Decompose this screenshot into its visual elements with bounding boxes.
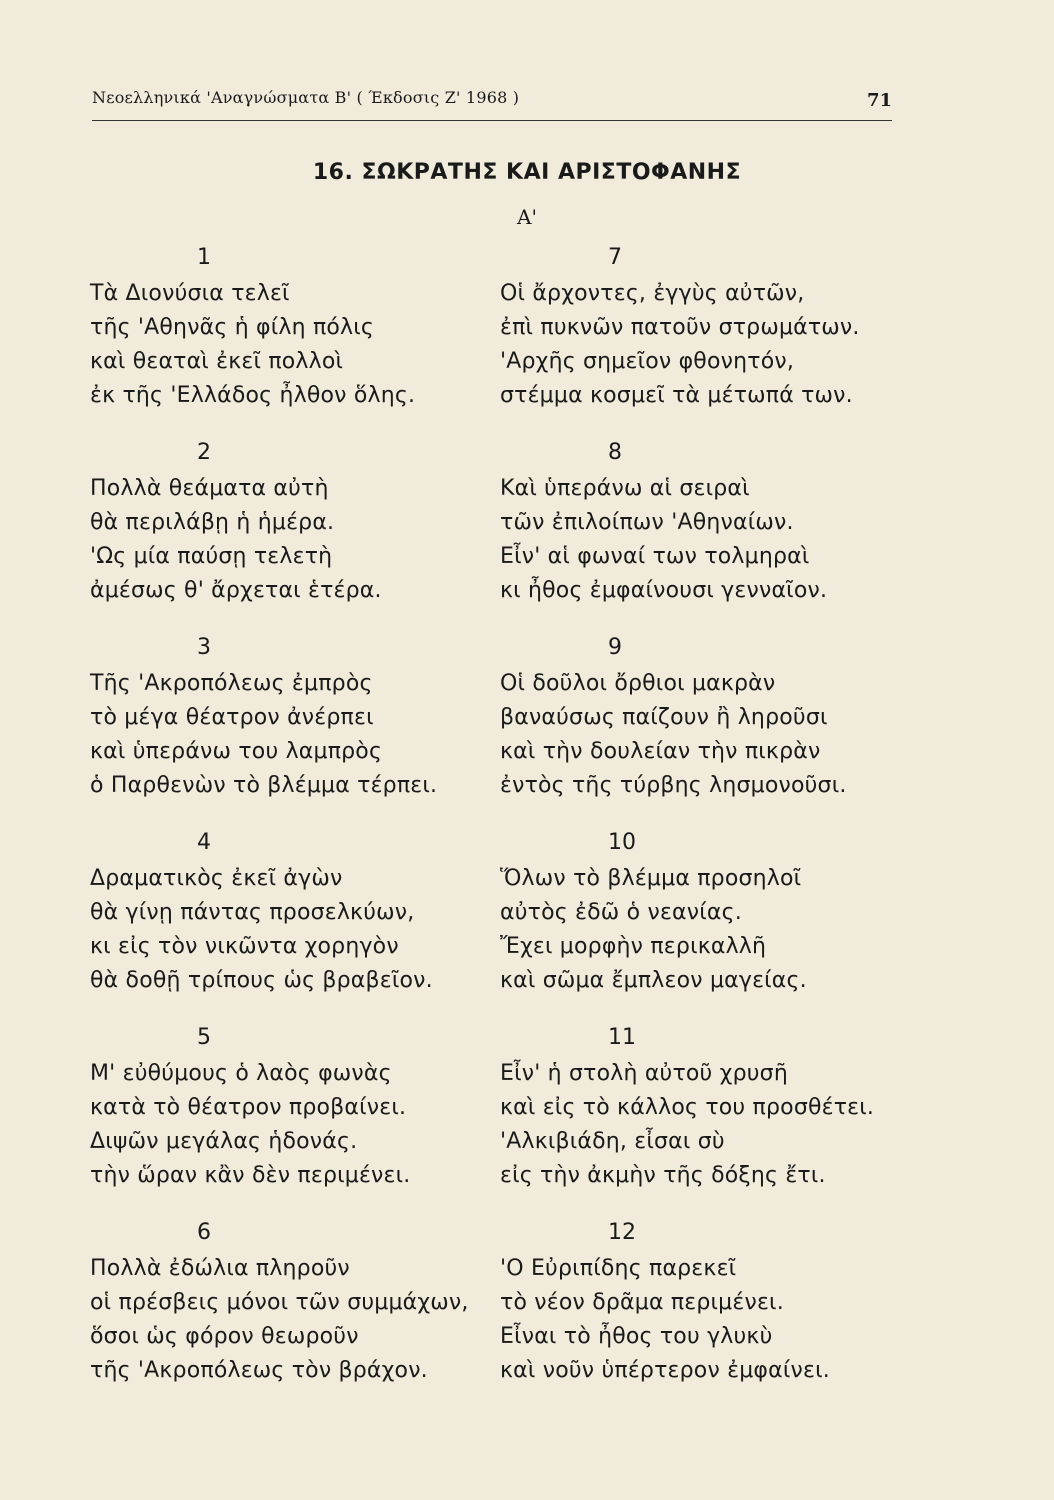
verse-line: κι ἦθος ἐμφαίνουσι γενναῖον. (500, 578, 828, 603)
verse-line: καὶ ὑπεράνω του λαμπρὸς (90, 739, 383, 764)
verse-line: θὰ δοθῇ τρίπους ὡς βραβεῖον. (90, 968, 433, 993)
verse-line: τῆς 'Αθηνᾶς ἡ φίλη πόλις (90, 315, 375, 340)
left-column (70, 243, 470, 1413)
verse-line: καὶ νοῦν ὑπέρτερον ἐμφαίνει. (500, 1358, 830, 1383)
verse-line: ὅσοι ὡς φόρον θεωροῦν (90, 1324, 359, 1349)
stanza (488, 828, 888, 1023)
stanza (488, 1218, 888, 1413)
stanza-number: 4 (197, 830, 211, 855)
verse-line: ὁ Παρθενὼν τὸ βλέμμα τέρπει. (90, 773, 438, 798)
verse-line: τὸ μέγα θέατρον ἀνέρπει (90, 705, 374, 730)
verse-line: κι εἰς τὸν νικῶντα χορηγὸν (90, 934, 399, 959)
stanza-number: 5 (197, 1025, 211, 1050)
verse-line: Οἱ ἄρχοντες, ἐγγὺς αὐτῶν, (500, 281, 805, 306)
verse-line: Τῆς 'Ακροπόλεως ἐμπρὸς (90, 671, 373, 696)
verse-line: 'Αρχῆς σημεῖον φθονητόν, (500, 349, 795, 374)
stanza-number: 3 (197, 635, 211, 660)
stanza-number: 9 (608, 635, 622, 660)
verse-line: κατὰ τὸ θέατρον προβαίνει. (90, 1095, 407, 1120)
verse-line: τὸ νέον δρᾶμα περιμένει. (500, 1290, 784, 1315)
running-title: Νεοελληνικά 'Αναγνώσματα Β' ( Έκδοσις Ζ' 1968 ) (92, 88, 520, 107)
verse-line: αὐτὸς ἐδῶ ὁ νεανίας. (500, 900, 742, 925)
verse-line: Μ' εὐθύμους ὁ λαὸς φωνὰς (90, 1061, 392, 1086)
verse-line: βαναύσως παίζουν ἢ ληροῦσι (500, 705, 828, 730)
verse-line: Εἶναι τὸ ἦθος του γλυκὺ (500, 1324, 773, 1349)
stanza (70, 828, 470, 1023)
verse-line: καὶ σῶμα ἔμπλεον μαγείας. (500, 968, 807, 993)
verse-line: 'Αλκιβιάδη, εἶσαι σὺ (500, 1129, 725, 1154)
verse-line: Ὅλων τὸ βλέμμα προσηλοῖ (500, 866, 802, 891)
stanza (70, 633, 470, 828)
verse-line: θὰ γίνῃ πάντας προσελκύων, (90, 900, 415, 925)
stanza-number: 1 (197, 245, 211, 270)
verse-line: Διψῶν μεγάλας ἡδονάς. (90, 1129, 358, 1154)
stanza-number: 7 (608, 245, 622, 270)
verse-line: 'Ο Εὐριπίδης παρεκεῖ (500, 1256, 737, 1281)
verse-line: καὶ θεαταὶ ἐκεῖ πολλοὶ (90, 349, 344, 374)
page-number: 71 (866, 90, 892, 111)
stanza (70, 438, 470, 633)
stanza-number: 10 (608, 830, 636, 855)
stanza (488, 438, 888, 633)
stanza (488, 633, 888, 828)
stanza-number: 12 (608, 1220, 636, 1245)
stanza-number: 11 (608, 1025, 636, 1050)
verse-line: εἰς τὴν ἀκμὴν τῆς δόξης ἔτι. (500, 1163, 826, 1188)
verse-line: ἐκ τῆς 'Ελλάδος ἦλθον ὅλης. (90, 383, 416, 408)
verse-line: Εἶν' ἡ στολὴ αὐτοῦ χρυσῆ (500, 1061, 788, 1086)
verse-line: ἐπὶ πυκνῶν πατοῦν στρωμάτων. (500, 315, 860, 340)
stanza (70, 243, 470, 438)
stanza-number: 8 (608, 440, 622, 465)
verse-line: ἐντὸς τῆς τύρβης λησμονοῦσι. (500, 773, 847, 798)
stanza (488, 243, 888, 438)
part-mark: Α' (517, 205, 537, 229)
verse-line: Οἱ δοῦλοι ὄρθιοι μακρὰν (500, 671, 776, 696)
stanza-number: 6 (197, 1220, 211, 1245)
stanza (70, 1218, 470, 1413)
verse-line: στέμμα κοσμεῖ τὰ μέτωπά των. (500, 383, 853, 408)
verse-line: Ἔχει μορφὴν περικαλλῆ (500, 934, 767, 959)
stanza-number: 2 (197, 440, 211, 465)
verse-line: Πολλὰ θεάματα αὐτὴ (90, 476, 329, 501)
verse-line: καὶ τὴν δουλείαν τὴν πικρὰν (500, 739, 821, 764)
verse-line: θὰ περιλάβῃ ἡ ἡμέρα. (90, 510, 335, 535)
verse-line: 'Ως μία παύσῃ τελετὴ (90, 544, 333, 569)
verse-line: Καὶ ὑπεράνω αἱ σειραὶ (500, 476, 750, 501)
page-header (92, 88, 892, 118)
verse-line: οἱ πρέσβεις μόνοι τῶν συμμάχων, (90, 1290, 469, 1315)
verse-line: Εἶν' αἱ φωναί των τολμηραὶ (500, 544, 810, 569)
verse-line: τῶν ἐπιλοίπων 'Αθηναίων. (500, 510, 794, 535)
verse-line: ἀμέσως θ' ἄρχεται ἑτέρα. (90, 578, 382, 603)
stanza (488, 1023, 888, 1218)
header-rule (92, 120, 892, 121)
chapter-title: 16. ΣΩΚΡΑΤΗΣ ΚΑΙ ΑΡΙΣΤΟΦΑΝΗΣ (312, 160, 742, 185)
verse-line: τὴν ὥραν κἂν δὲν περιμένει. (90, 1163, 411, 1188)
verse-line: τῆς 'Ακροπόλεως τὸν βράχον. (90, 1358, 428, 1383)
verse-line: Πολλὰ ἐδώλια πληροῦν (90, 1256, 350, 1281)
verse-line: Τὰ Διονύσια τελεῖ (90, 281, 290, 306)
verse-line: καὶ εἰς τὸ κάλλος του προσθέτει. (500, 1095, 875, 1120)
right-column (488, 243, 888, 1413)
stanza (70, 1023, 470, 1218)
verse-line: Δραματικὸς ἐκεῖ ἀγὼν (90, 866, 343, 891)
